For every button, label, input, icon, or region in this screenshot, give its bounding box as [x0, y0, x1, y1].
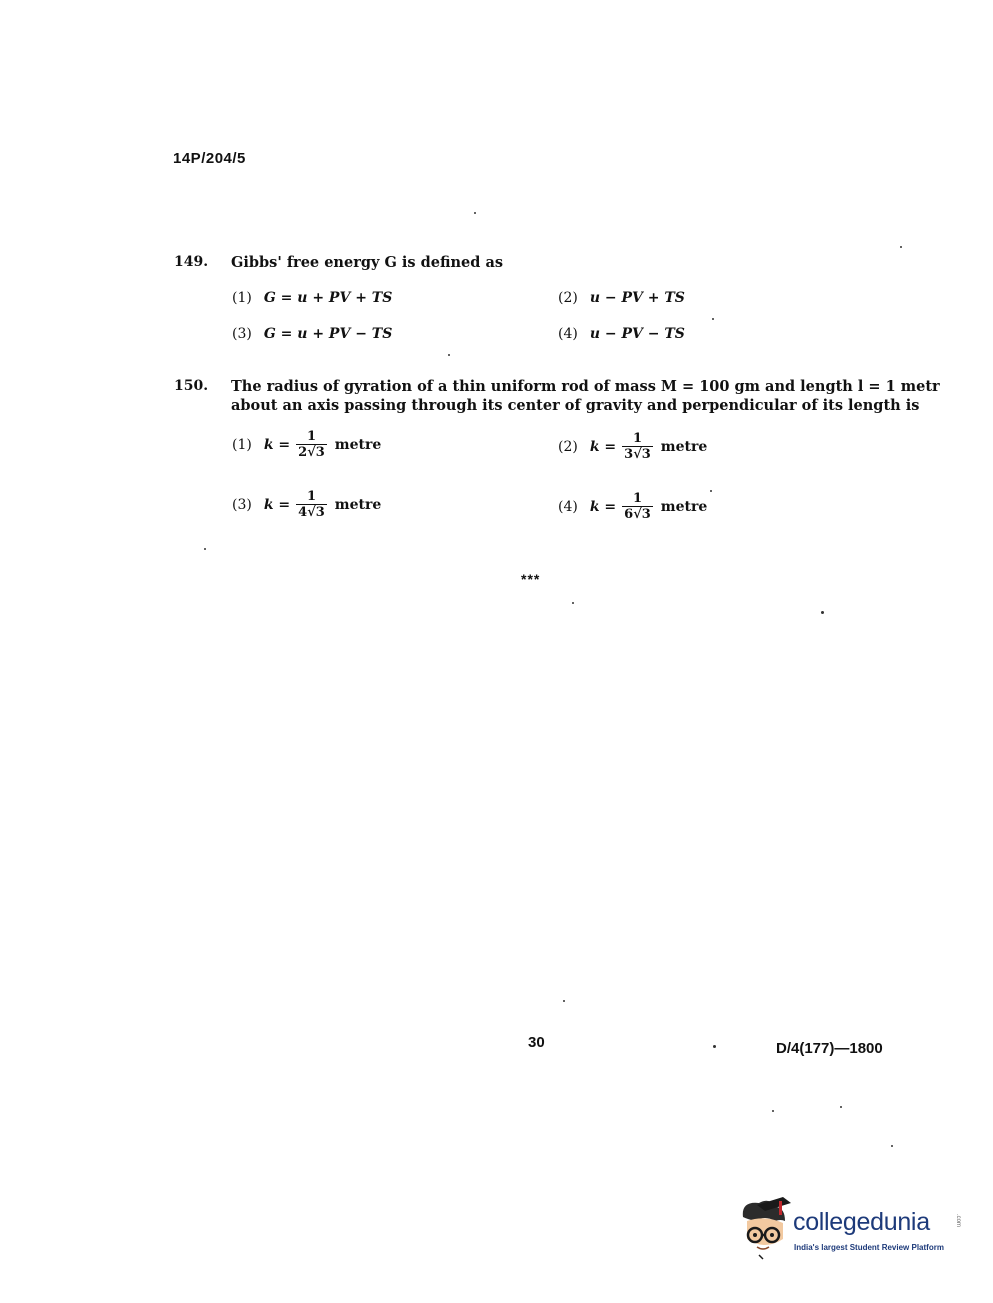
scan-speck [840, 1106, 842, 1108]
option-fraction [296, 430, 327, 460]
option-number: (2) [558, 290, 578, 306]
collegedunia-watermark [735, 1195, 965, 1265]
question-149-number: 149. [174, 254, 209, 270]
option-unit: metre [334, 497, 382, 513]
option-expression: G = u + PV + TS [263, 290, 393, 306]
option-k-label: k = [263, 497, 291, 513]
option-unit: metre [660, 499, 708, 515]
question-150-number: 150. [174, 378, 209, 394]
scan-speck [572, 602, 574, 604]
fraction-numerator: 1 [632, 431, 642, 446]
question-150-option-1 [232, 430, 381, 460]
print-code: D/4(177)—1800 [776, 1040, 883, 1057]
option-k-label: k = [589, 439, 617, 455]
option-number: (4) [558, 499, 578, 515]
question-150-option-4 [558, 492, 707, 522]
fraction-numerator: 1 [306, 489, 316, 504]
question-149-text: Gibbs' free energy G is defined as [231, 254, 504, 271]
scan-speck [712, 318, 714, 320]
question-149-option-2 [558, 290, 685, 306]
option-expression: G = u + PV − TS [263, 326, 393, 342]
option-k-label: k = [589, 499, 617, 515]
option-number: (1) [232, 437, 252, 453]
option-number: (3) [232, 497, 252, 513]
scan-speck [448, 354, 450, 356]
fraction-denominator: 6√3 [624, 507, 651, 522]
page-number: 30 [528, 1034, 545, 1051]
option-fraction [296, 490, 327, 520]
question-150-option-3 [232, 490, 381, 520]
scan-speck [204, 548, 206, 550]
scan-speck [821, 611, 824, 614]
option-k-label: k = [263, 437, 291, 453]
option-number: (4) [558, 326, 578, 342]
scan-speck [900, 246, 902, 248]
brand-tagline: India's largest Student Review Platform [794, 1243, 944, 1252]
scan-speck [891, 1145, 893, 1147]
end-separator: *** [521, 571, 541, 587]
question-149-option-3 [232, 326, 392, 342]
fraction-denominator: 2√3 [298, 445, 325, 460]
question-149-option-1 [232, 290, 392, 306]
option-number: (2) [558, 439, 578, 455]
scan-speck [563, 1000, 565, 1002]
scan-speck [772, 1110, 774, 1112]
option-fraction [622, 432, 653, 462]
mascot-icon [735, 1195, 795, 1261]
option-fraction [622, 492, 653, 522]
brand-name: collegedunia [793, 1208, 930, 1236]
option-number: (3) [232, 326, 252, 342]
option-unit: metre [660, 439, 708, 455]
question-150-text-line1: The radius of gyration of a thin uniform rod of mass M = 100 gm and length l = 1 metr [231, 378, 940, 395]
question-150-option-2 [558, 432, 707, 462]
fraction-denominator: 3√3 [624, 447, 651, 462]
option-expression: u − PV + TS [589, 290, 685, 306]
fraction-numerator: 1 [632, 491, 642, 506]
brand-domain: .com [955, 1214, 961, 1228]
scan-speck [713, 1045, 716, 1048]
scan-speck [710, 490, 712, 492]
question-150-text-line2: about an axis passing through its center of gravity and perpendicular of its length is [231, 397, 920, 414]
question-149-option-4 [558, 326, 685, 342]
scan-speck [474, 212, 476, 214]
fraction-numerator: 1 [306, 429, 316, 444]
option-unit: metre [334, 437, 382, 453]
option-expression: u − PV − TS [589, 326, 685, 342]
paper-code: 14P/204/5 [173, 150, 246, 167]
fraction-denominator: 4√3 [298, 505, 325, 520]
option-number: (1) [232, 290, 252, 306]
